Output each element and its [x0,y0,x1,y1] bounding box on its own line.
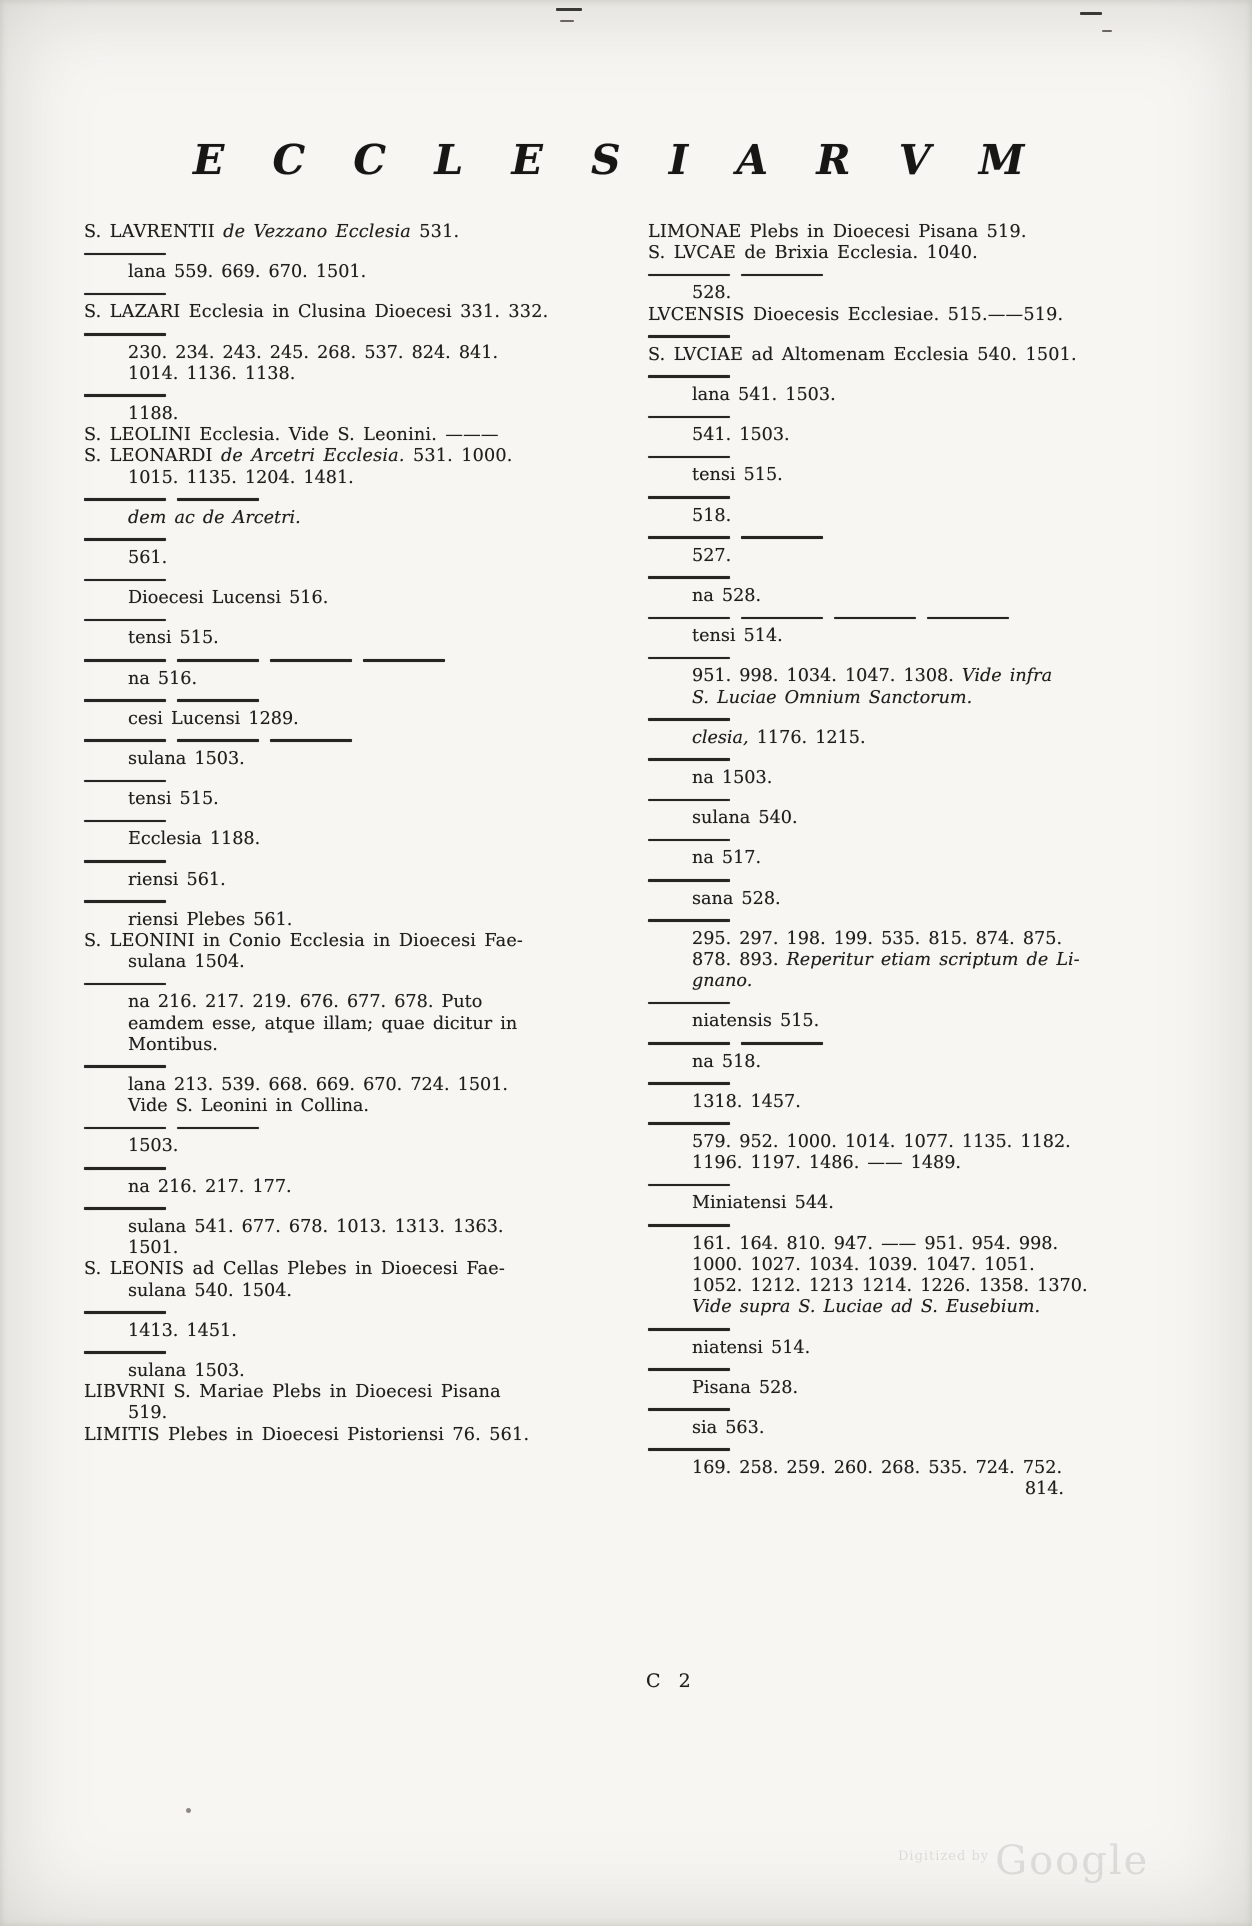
index-line [648,889,1184,910]
index-line-text: 1014. 1136. 1138. [128,363,296,384]
index-line-text: tensi 515. [128,628,219,649]
index-line [84,669,632,690]
index-line-text: S. LAZARI Ecclesia in Clusina Dioecesi 331. 332. [84,302,549,323]
index-line-text: 541. 1503. [692,425,790,446]
index-line [648,1328,730,1331]
index-line [648,1184,730,1187]
index-line [84,538,166,541]
index-line-text: 951. 998. 1034. 1047. 1308. Vide infra [692,666,1053,687]
index-line-text: 519. [128,1403,168,1424]
index-line-text: tensi 515. [128,789,219,810]
index-line [648,274,730,277]
index-line [648,1153,1184,1174]
index-line-text: 161. 164. 810. 947. —— 951. 954. 998. [692,1233,1059,1254]
index-line [648,546,1184,567]
index-line [648,657,730,660]
index-line [84,1382,632,1403]
index-line [648,425,1184,446]
index-line-text: sulana 540. [692,808,798,829]
index-line-text: 1000. 1027. 1034. 1039. 1047. 1051. [692,1254,1035,1275]
index-line [177,699,259,702]
index-line [648,728,1184,749]
index-line-text: na 518. [692,1051,762,1072]
index-line [84,508,632,529]
index-line [84,1075,632,1096]
index-line [84,1096,632,1117]
index-line-text: sulana 540. 1504. [128,1280,293,1301]
index-line [84,1425,632,1446]
index-line [648,1378,1184,1399]
index-line-text: gnano. [692,971,753,992]
index-line-text: 1501. [128,1238,179,1259]
index-line [648,1255,1184,1276]
index-line-text: na 216. 217. 219. 676. 677. 678. Puto [128,992,483,1013]
index-line [84,789,632,810]
index-line [84,1351,166,1354]
index-line [648,879,730,882]
scan-artifact-dash [1102,30,1112,32]
watermark-brand-label: Google [995,1838,1150,1884]
index-line-text: 169. 258. 259. 260. 268. 535. 724. 752. [692,1458,1063,1479]
index-line-text: na 1503. [692,768,773,789]
index-line [84,739,166,742]
index-line [84,699,166,702]
index-line-text: 814. [1024,1479,1064,1500]
index-line [270,659,352,662]
index-line-text: 1188. [128,404,179,425]
index-line [648,243,1184,264]
index-line [84,829,632,850]
index-line-text: sana 528. [692,888,781,909]
index-line [648,758,730,761]
index-line-text: 1052. 1212. 1213 1214. 1226. 1358. 1370. [692,1276,1088,1297]
index-line-text: na 516. [128,668,198,689]
index-line [84,293,166,296]
index-line [648,1458,1184,1479]
index-line [84,709,632,730]
index-line [741,1042,823,1045]
index-line [84,1403,632,1424]
index-line-text: sulana 1503. [128,1360,245,1381]
index-line [648,768,1184,789]
index-line [84,253,166,256]
index-line-text: sia 563. [692,1417,765,1438]
index-line [741,617,823,620]
index-line [648,1276,1184,1297]
index-line-text: S. LVCAE de Brixia Ecclesia. 1040. [648,243,978,264]
index-line [648,1448,730,1451]
index-line-text: S. LAVRENTII de Vezzano Ecclesia 531. [84,222,460,242]
index-line-text: tensi 514. [692,626,783,647]
index-line [177,1127,259,1130]
index-line [648,1132,1184,1153]
index-line [648,586,1184,607]
index-line-text: Dioecesi Lucensi 516. [128,588,329,609]
index-line-text: 230. 234. 243. 245. 268. 537. 824. 841. [128,342,499,363]
index-line [648,345,1184,366]
index-line-text: sulana 1503. [128,749,245,770]
column-left [84,222,632,1501]
index-line-text: riensi Plebes 561. [128,909,293,930]
index-line [648,416,730,419]
index-line-text: Vide supra S. Luciae ad S. Eusebium. [692,1297,1041,1318]
index-line [648,626,1184,647]
index-line [84,1014,632,1035]
index-line [648,666,1184,687]
index-line-text: Vide S. Leonini in Collina. [128,1096,369,1117]
index-line [84,222,632,243]
index-line [648,1297,1184,1318]
index-line [84,302,632,323]
index-line [648,283,1184,304]
index-line-text: 1015. 1135. 1204. 1481. [128,467,354,488]
index-line-text: 518. [692,505,732,526]
index-line [648,536,730,539]
index-line [648,1479,1184,1500]
index-line [84,588,632,609]
index-line [648,1408,730,1411]
index-line [84,579,166,582]
index-line [84,498,166,501]
index-line [177,498,259,501]
index-line-text: sulana 1504. [128,952,245,973]
index-line [84,1167,166,1170]
watermark-prefix-label: Digitized by [898,1849,990,1864]
page-title: E C C L E S I A R V M [193,136,1042,184]
index-line [84,1321,632,1342]
index-line [648,1042,730,1045]
index-line [648,1418,1184,1439]
index-line [84,992,632,1013]
index-line [648,848,1184,869]
index-line [84,1177,632,1198]
index-line [177,659,259,662]
index-line [84,910,632,931]
index-line [84,404,632,425]
index-line [741,274,823,277]
index-line [84,548,632,569]
index-line-text: tensi 515. [692,465,783,486]
index-line [648,576,730,579]
index-line-text: 1503. [128,1136,179,1157]
index-line [84,619,166,622]
index-line [648,1224,730,1227]
index-line [84,1207,166,1210]
index-line-text: S. LVCIAE ad Altomenam Ecclesia 540. 1501. [648,344,1077,365]
index-line [84,468,632,489]
index-line [84,870,632,891]
index-line [648,718,730,721]
index-line [84,628,632,649]
index-line [84,983,166,986]
index-line [648,222,1184,243]
index-line [648,799,730,802]
index-line [84,952,632,973]
index-line [648,1234,1184,1255]
index-line-text: cesi Lucensi 1289. [128,708,299,729]
scan-artifact-dash [560,20,574,22]
index-line [648,1002,730,1005]
index-line [648,385,1184,406]
index-line-text: dem ac de Arcetri. [128,507,301,528]
index-line [84,1259,632,1280]
index-line [84,860,166,863]
index-line-text: 1196. 1197. 1486. —— 1489. [692,1153,962,1174]
index-line-text: lana 559. 669. 670. 1501. [128,262,367,283]
signature-mark: C 2 [646,1670,697,1692]
index-line [84,780,166,783]
index-line [84,749,632,770]
index-line [84,1065,166,1068]
index-line [84,1311,166,1314]
index-line-text: eamdem esse, atque illam; quae dicitur in [128,1013,518,1034]
index-line [84,900,166,903]
index-line-text: lana 213. 539. 668. 669. 670. 724. 1501. [128,1075,508,1096]
index-line-text: na 216. 217. 177. [128,1176,292,1197]
index-line [648,1193,1184,1214]
index-line [648,305,1184,326]
index-line-text: 527. [692,545,732,566]
index-line [84,394,166,397]
index-line [648,375,730,378]
index-line-text: Miniatensi 544. [692,1193,834,1214]
index-line [84,333,166,336]
index-line [648,929,1184,950]
index-line [270,739,352,742]
index-line-text: 295. 297. 198. 199. 535. 815. 874. 875. [692,928,1063,949]
index-line [648,1338,1184,1359]
index-line-text: 1413. 1451. [128,1320,237,1341]
index-line-text: 1318. 1457. [692,1091,801,1112]
index-line-text: S. LEONARDI de Arcetri Ecclesia. 531. 1000. [84,446,513,467]
index-line-text: 579. 952. 1000. 1014. 1077. 1135. 1182. [692,1132,1071,1153]
index-line-text: Pisana 528. [692,1377,799,1398]
index-line [648,1011,1184,1032]
index-line-text: niatensi 514. [692,1337,811,1358]
index-line-text: na 528. [692,586,762,607]
scan-artifact-dash [1080,12,1102,15]
index-line-text: LIMITIS Plebes in Dioecesi Pistoriensi 76. 561. [84,1424,530,1445]
index-line-text: niatensis 515. [692,1011,820,1032]
index-line [648,839,730,842]
index-line [84,343,632,364]
index-line [84,1217,632,1238]
index-line-text: 878. 893. Reperitur etiam scriptum de Li- [692,950,1080,971]
index-line [648,496,730,499]
index-line [741,536,823,539]
index-line [927,617,1009,620]
index-line [648,506,1184,527]
index-line [648,950,1184,971]
index-line [84,364,632,385]
index-line-text: S. LEOLINI Ecclesia. Vide S. Leonini. ——— [84,425,499,446]
index-line-text: na 517. [692,848,762,869]
index-line-text: LIMONAE Plebs in Dioecesi Pisana 519. [648,222,1027,242]
index-line [648,335,730,338]
index-line-text: clesia, 1176. 1215. [692,727,866,748]
index-line [648,1052,1184,1073]
index-line-text: S. LEONINI in Conio Ecclesia in Dioecesi Fae- [84,931,524,952]
index-line [648,617,730,620]
index-line [648,465,1184,486]
index-line [648,919,730,922]
index-line-text: S. LEONIS ad Cellas Plebes in Dioecesi Fae- [84,1259,506,1280]
google-watermark [898,1838,1149,1884]
index-line-text: sulana 541. 677. 678. 1013. 1313. 1363. [128,1216,504,1237]
index-line-text: Montibus. [128,1034,218,1055]
index-line [648,688,1184,709]
index-line [177,739,259,742]
index-line [648,971,1184,992]
index-line [84,1361,632,1382]
index-line [84,931,632,952]
index-line-text: 528. [692,283,732,304]
index-line-text: lana 541. 1503. [692,385,836,406]
scan-artifact-speck [186,1808,191,1813]
index-line [84,1136,632,1157]
index-line [648,1082,730,1085]
index-line-text: 561. [128,548,168,569]
index-line [84,1035,632,1056]
index-line [84,1281,632,1302]
index-line [84,1127,166,1130]
index-line [84,262,632,283]
index-line [84,446,632,467]
index-line [84,1238,632,1259]
index-line-text: S. Luciae Omnium Sanctorum. [692,687,973,708]
index-line [648,1122,730,1125]
index-line [648,1092,1184,1113]
index-line [84,659,166,662]
index-line-text: LVCENSIS Dioecesis Ecclesiae. 515.——519. [648,304,1064,325]
index-line [648,1368,730,1371]
scan-artifact-dash [556,8,582,11]
index-line [84,820,166,823]
index-columns [84,222,1184,1501]
index-line [834,617,916,620]
index-line [648,808,1184,829]
index-line-text: LIBVRNI S. Mariae Plebs in Dioecesi Pisana [84,1382,501,1403]
index-line [84,425,632,446]
index-line [648,456,730,459]
index-line-text: riensi 561. [128,869,226,890]
index-line-text: Ecclesia 1188. [128,829,261,850]
column-right [648,222,1184,1501]
index-line [363,659,445,662]
